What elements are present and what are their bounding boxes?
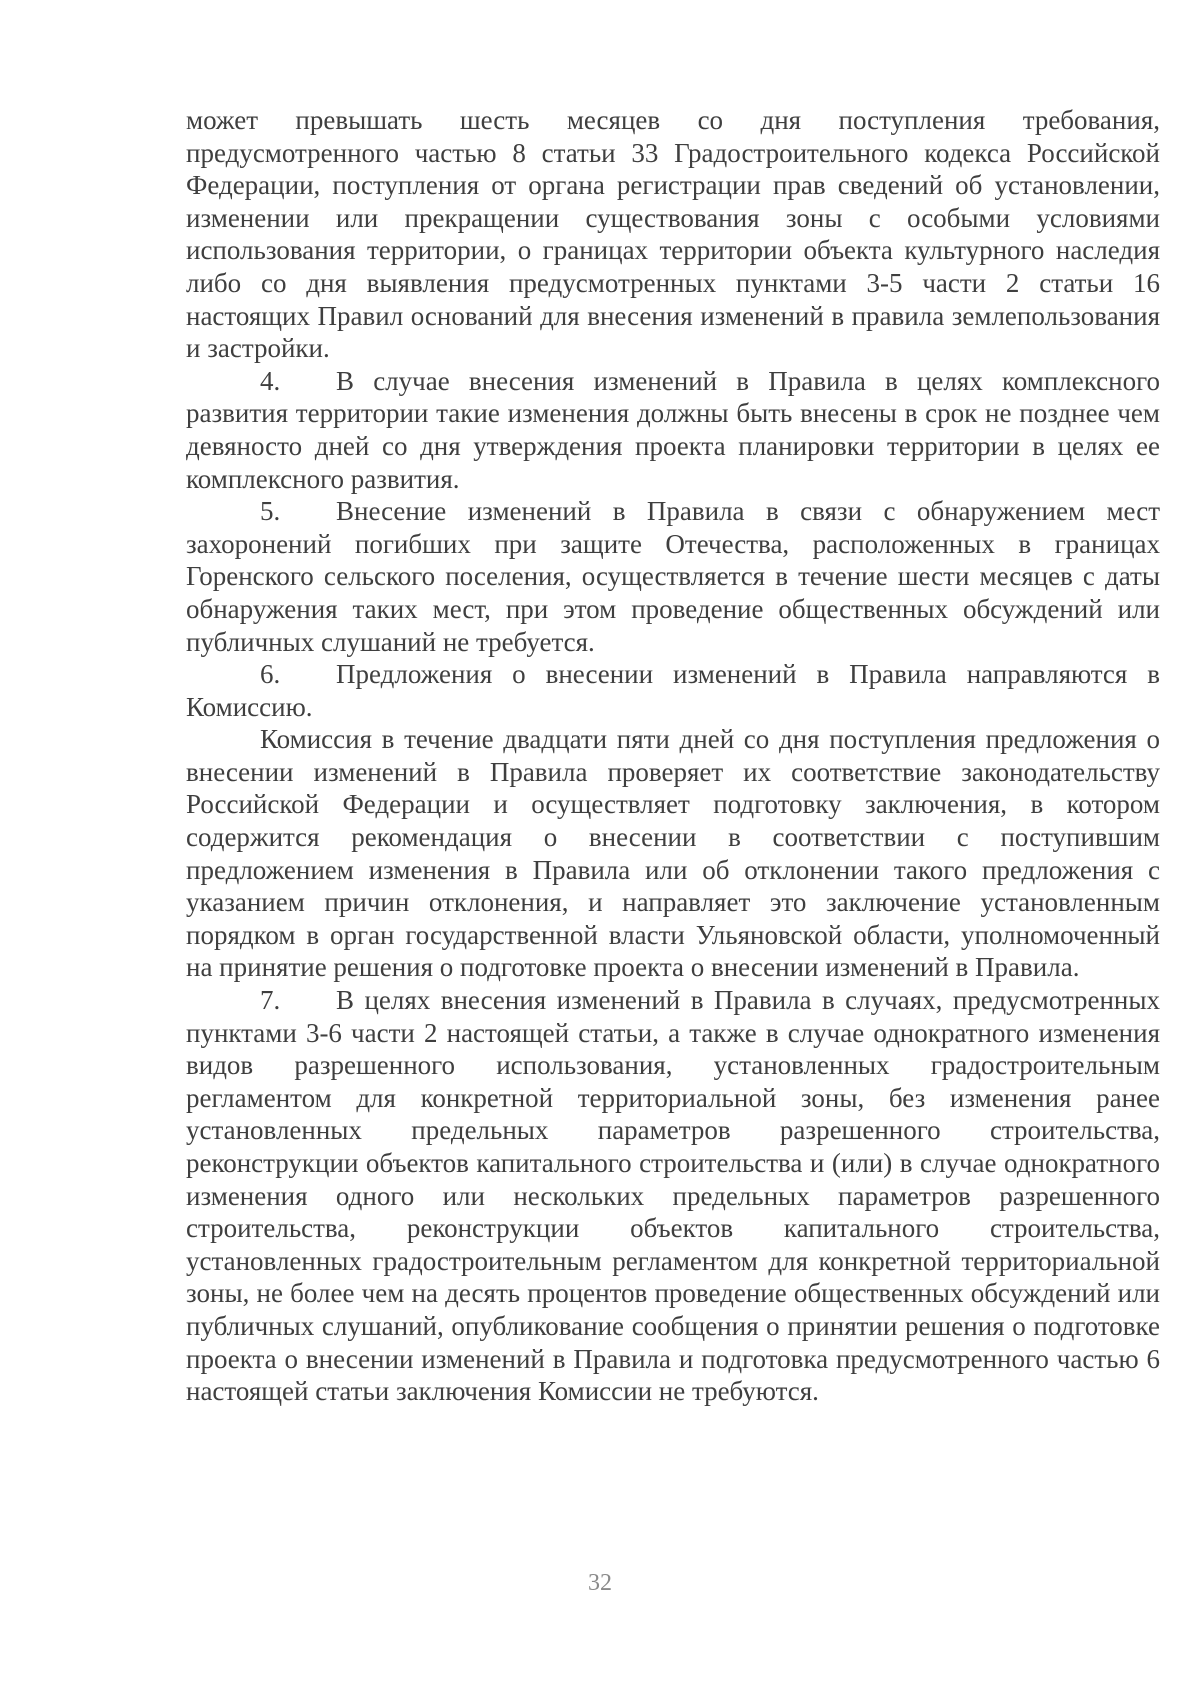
document-body [186,104,1160,1408]
paragraph-text: В целях внесения изменений в Правила в случаях, предусмотренных пунктами 3-6 части 2 настоящей статьи, а также в случае однократного изменения видов разрешенного использования, установленных градостроительным регламентом для конкретной территориальной зоны, без изменения ранее установленных предельных параметров разрешенного строительства, реконструкции объектов капитального строительства и (или) в случае однократного изменения одного или нескольких предельных параметров разрешенного строительства, реконструкции объектов капитального строительства, установленных градостроительным регламентом для конкретной территориальной зоны, не более чем на десять процентов проведение общественных обсуждений или публичных слушаний, опубликование сообщения о принятии решения о подготовке проекта о внесении изменений в Правила и подготовка предусмотренного частью 6 настоящей статьи заключения Комиссии не требуются. [186,985,1160,1407]
paragraph-text: В случае внесения изменений в Правила в целях комплексного развития территории такие изменения должны быть внесены в срок не позднее чем девяносто дней со дня утверждения проекта планировки территории в целях ее комплексного развития. [186,365,1160,494]
paragraph-text: Внесение изменений в Правила в связи с обнаружением мест захоронений погибших при защите Отечества, расположенных в границах Горенского сельского поселения, осуществляется в течение шести месяцев с даты обнаружения таких мест, при этом проведение общественных обсуждений или публичных слушаний не требуется. [186,496,1160,657]
paragraph-number: 7. [260,985,281,1016]
paragraph-text: Комиссия в течение двадцати пяти дней со дня поступления предложения о внесении изменений в Правила проверяет их соответствие законодательству Российской Федерации и осуществляет подготовку заключения, в котором содержится рекомендация о внесении в соответствии с поступившим предложением изменения в Правила или об отклонении такого предложения с указанием причин отклонения, и направляет это заключение установленным порядком в орган государственной власти Ульяновской области, уполномоченный на принятие решения о подготовке проекта о внесении изменений в Правила. [186,724,1160,983]
paragraph-item-4 [186,365,1160,495]
paragraph-commission [186,723,1160,984]
paragraph-continuation [186,104,1160,365]
paragraph-number: 4. [260,365,281,396]
paragraph-item-7 [186,984,1160,1408]
paragraph-text: может превышать шесть месяцев со дня поступления требования, предусмотренного частью 8 статьи 33 Градостроительного кодекса Российской Федерации, поступления от органа регистрации прав сведений об установлении, изменении или прекращении существования зоны с особыми условиями использования территории, о границах территории объекта культурного наследия либо со дня выявления предусмотренных пунктами 3-5 части 2 статьи 16 настоящих Правил оснований для внесения изменений в правила землепользования и застройки. [186,105,1160,364]
paragraph-item-5 [186,495,1160,658]
page-number: 32 [588,1570,612,1596]
paragraph-item-6 [186,658,1160,723]
paragraph-text: Предложения о внесении изменений в Правила направляются в Комиссию. [186,659,1160,722]
paragraph-number: 6. [260,659,281,690]
paragraph-number: 5. [260,496,281,527]
